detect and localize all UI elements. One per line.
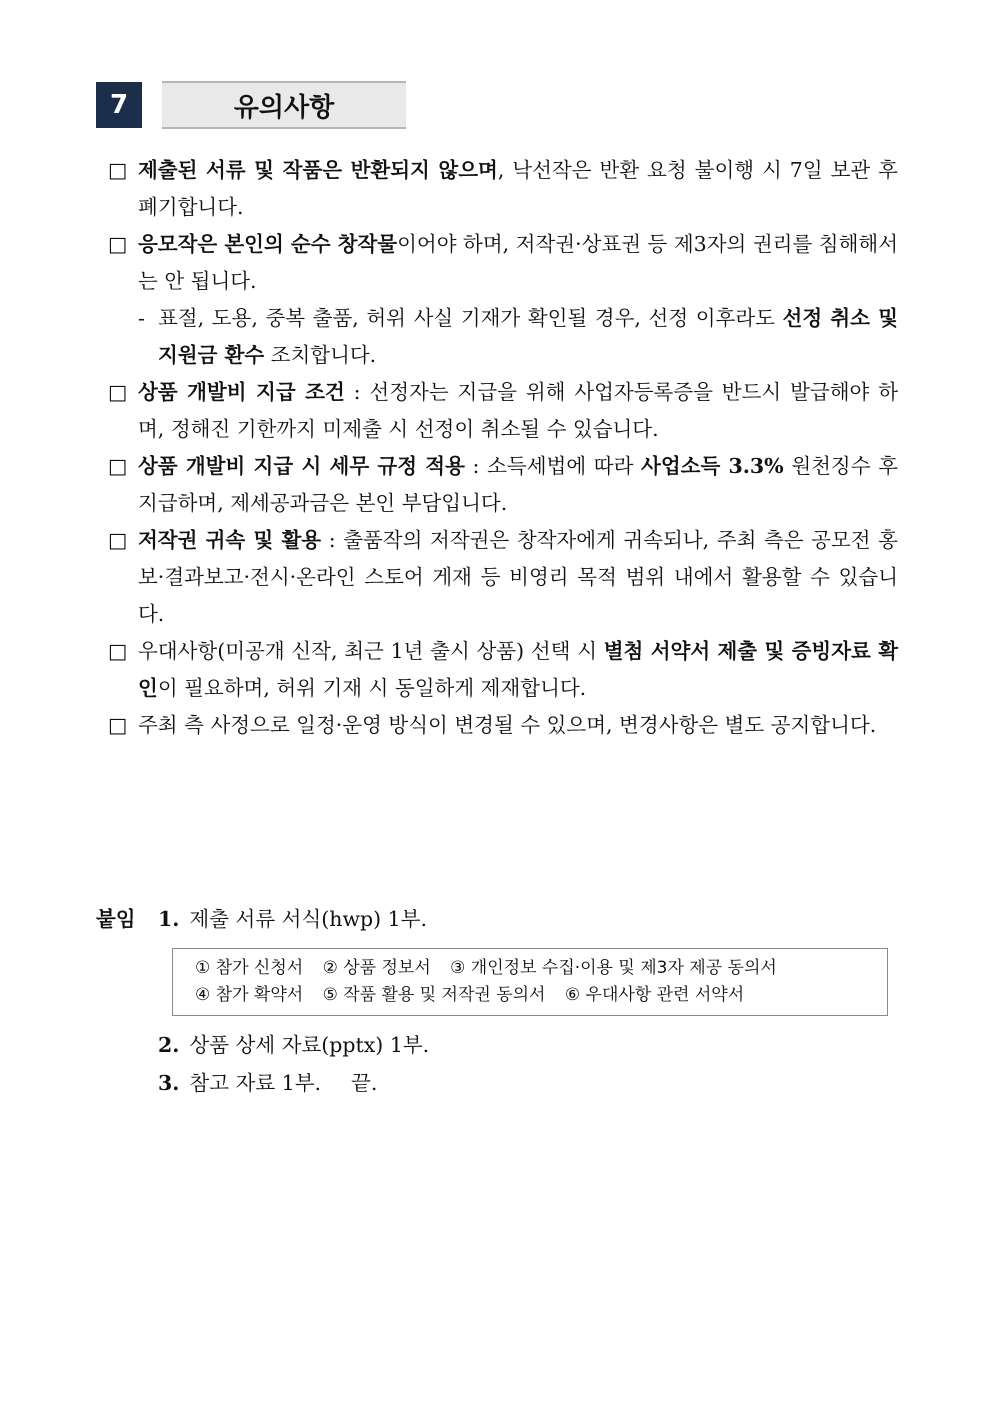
forms-list-box [172, 948, 888, 1016]
form-item: ④ 참가 확약서 [195, 985, 304, 1005]
note-item [108, 633, 898, 707]
note-emphasis: 별첨 서약서 제출 및 증빙자료 확인 [138, 639, 898, 700]
note-item [108, 152, 898, 226]
note-emphasis: 제출된 서류 및 작품은 반환되지 않으며 [138, 158, 498, 182]
note-item [108, 226, 898, 300]
attachments [96, 900, 896, 1095]
note-emphasis: 상품 개발비 지급 시 세무 규정 적용 [138, 454, 465, 478]
end-mark: 끝. [351, 1071, 378, 1095]
form-item: ① 참가 신청서 [195, 958, 304, 978]
section-title: 유의사항 [162, 81, 406, 129]
note-emphasis: 선정 취소 및 지원금 환수 [158, 306, 899, 367]
note-item [108, 374, 898, 448]
note-emphasis: 응모작은 본인의 순수 창작물 [138, 232, 398, 256]
attachment-item-1 [96, 900, 896, 938]
note-text: 이어야 하며, 저작권·상표권 등 제3자의 권리를 침해해서는 안 됩니다. [138, 232, 899, 293]
checkbox-bullet-icon: □ [108, 158, 128, 182]
forms-row-2 [195, 982, 887, 1009]
attachment-item-1-text: 제출 서류 서식(hwp) 1부. [189, 907, 428, 931]
notes-list [108, 152, 898, 744]
attachment-item-2-text: 상품 상세 자료(pptx) 1부. [189, 1033, 430, 1057]
note-text: , 낙선작은 반환 요청 불이행 시 7일 보관 후 폐기합니다. [138, 158, 898, 219]
note-emphasis: 저작권 귀속 및 활용 [138, 528, 322, 552]
checkbox-bullet-icon: □ [108, 713, 128, 737]
note-text: : 소득세법에 따라 [464, 454, 642, 478]
note-text: : 선정자는 지급을 위해 사업자등록증을 반드시 발급해야 하며, 정해진 기한까지 미제출 시 선정이 취소될 수 있습니다. [138, 380, 899, 441]
attachment-item-2 [158, 1026, 429, 1064]
note-item [108, 522, 898, 633]
checkbox-bullet-icon: □ [108, 528, 128, 552]
form-item: ⑤ 작품 활용 및 저작권 동의서 [322, 985, 546, 1005]
checkbox-bullet-icon: □ [108, 232, 128, 256]
attachment-item-3-text: 참고 자료 1부. [189, 1071, 322, 1095]
note-text: 표절, 도용, 중복 출품, 허위 사실 기재가 확인될 경우, 선정 이후라도 [158, 306, 783, 330]
attachment-item-3-number: 3. [158, 1071, 180, 1095]
form-item: ③ 개인정보 수집·이용 및 제3자 제공 동의서 [450, 958, 777, 978]
note-emphasis: 상품 개발비 지급 조건 [138, 380, 345, 404]
checkbox-bullet-icon: □ [108, 454, 128, 478]
note-item [108, 448, 898, 522]
attachment-item-2-number: 2. [158, 1033, 180, 1057]
note-text: : 출품작의 저작권은 창작자에게 귀속되나, 주최 측은 공모전 홍보·결과보고·전시·온라인 스토어 게재 등 비영리 목적 범위 내에서 활용할 수 있습니다. [138, 528, 898, 626]
dash-marker: - [138, 306, 145, 330]
forms-row-1 [195, 955, 887, 982]
section-number: 7 [96, 82, 142, 128]
form-item: ② 상품 정보서 [322, 958, 431, 978]
attachment-item-3 [158, 1064, 377, 1102]
checkbox-bullet-icon: □ [108, 380, 128, 404]
attachment-item-1-number: 1. [158, 907, 180, 931]
note-text: 이 필요하며, 허위 기재 시 동일하게 제재합니다. [157, 676, 587, 700]
attachment-label: 붙임 [96, 907, 136, 931]
note-sub-item [108, 300, 898, 374]
note-text: 우대사항(미공개 신작, 최근 1년 출시 상품) 선택 시 [138, 639, 604, 663]
checkbox-bullet-icon: □ [108, 639, 128, 663]
section-header [96, 82, 406, 128]
note-emphasis: 사업소득 3.3% [641, 454, 784, 478]
note-item [108, 707, 898, 744]
note-text: 주최 측 사정으로 일정·운영 방식이 변경될 수 있으며, 변경사항은 별도 공지합니다. [138, 713, 877, 737]
note-text: 조치합니다. [264, 343, 377, 367]
form-item: ⑥ 우대사항 관련 서약서 [564, 985, 745, 1005]
note-text: 원천징수 후 지급하며, 제세공과금은 본인 부담입니다. [138, 454, 898, 515]
